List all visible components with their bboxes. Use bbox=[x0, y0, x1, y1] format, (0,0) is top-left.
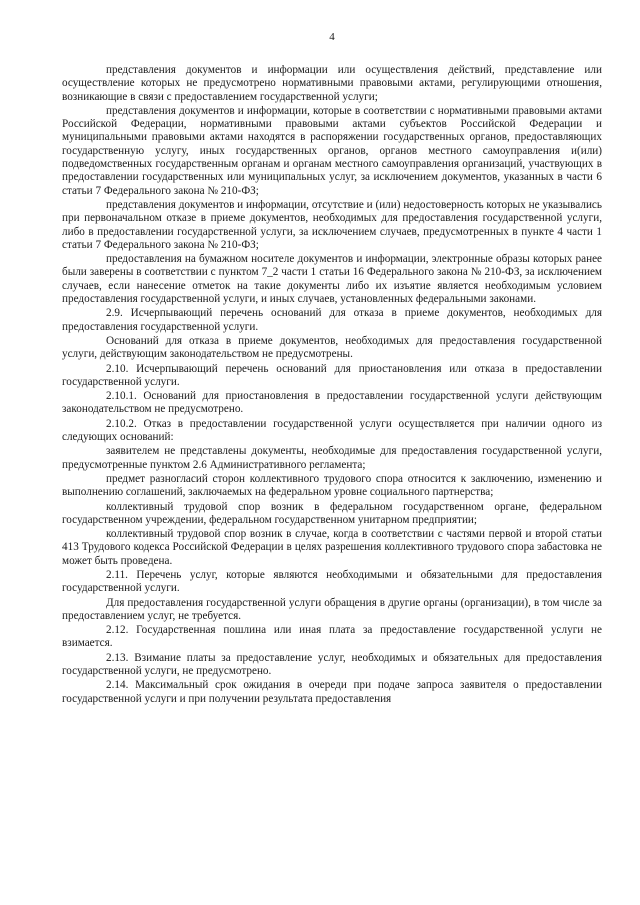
section-heading: 2.10. Исчерпывающий перечень оснований для приостановления или отказа в предоставлении государственной услуги. bbox=[62, 362, 602, 388]
paragraph: представления документов и информации или осуществления действий, представление или осуществление которых не предусмотрено нормативными правовыми актами, регулирующими отношения, возникающие в связи с предоставлением государственной услуги; bbox=[62, 64, 602, 103]
section-heading: 2.13. Взимание платы за предоставление услуг, необходимых и обязательных для предоставления государственной услуги, не предусмотрено. bbox=[62, 651, 602, 678]
document-body bbox=[62, 64, 602, 706]
paragraph: представления документов и информации, отсутствие и (или) недостоверность которых не указывались при первоначальном отказе в приеме документов, необходимых для предоставления государственной услуги, либо в предоставлении государственной услуги, за исключением случаев, предусмотренных в пункте 4 части 1 статьи 7 Федерального закона № 210-ФЗ; bbox=[62, 198, 602, 251]
paragraph: Для предоставления государственной услуги обращения в другие органы (организации), в том числе за предоставлением услуг, не требуется. bbox=[62, 596, 602, 622]
paragraph: представления документов и информации, которые в соответствии с нормативными правовыми актами Российской Федерации, нормативными правовыми актами субъектов Российской Федерации и муниципальными правовыми актами находятся в распоряжении государственных органов, предоставляющих государственную услугу, иных государственных органов, органов местного самоуправления и(или) подведомственных государственным органам и органам местного самоуправления организаций, участвующих в предоставлении государственных или муниципальных услуг, за исключением документов, указанных в части 6 статьи 7 Федерального закона № 210-ФЗ; bbox=[62, 104, 602, 197]
paragraph: 2.10.2. Отказ в предоставлении государственной услуги осуществляется при наличии одного из следующих оснований: bbox=[62, 417, 602, 444]
section-heading: 2.11. Перечень услуг, которые являются необходимыми и обязательными для предоставления государственной услуги. bbox=[62, 568, 602, 595]
paragraph: заявителем не представлены документы, необходимые для предоставления государственной услуги, предусмотренные пунктом 2.6 Административного регламента; bbox=[62, 445, 602, 471]
section-heading: 2.14. Максимальный срок ожидания в очереди при подаче запроса заявителя о предоставлении государственной услуги и при получении результата предоставления bbox=[62, 679, 602, 705]
section-heading: 2.9. Исчерпывающий перечень оснований для отказа в приеме документов, необходимых для предоставления государственной услуги. bbox=[62, 307, 602, 333]
page-number: 4 bbox=[329, 31, 335, 43]
section-heading: 2.12. Государственная пошлина или иная плата за предоставление государственной услуги не взимается. bbox=[62, 624, 602, 650]
paragraph: предмет разногласий сторон коллективного трудового спора относится к заключению, изменению и выполнению соглашений, заключаемых на федеральном уровне социального партнерства; bbox=[62, 472, 602, 499]
paragraph: коллективный трудовой спор возник в случае, когда в соответствии с частями первой и второй статьи 413 Трудового кодекса Российской Федерации в целях разрешения коллективного трудового спора забастовка не может быть проведена. bbox=[62, 528, 602, 567]
paragraph: Оснований для отказа в приеме документов, необходимых для предоставления государственной услуги, действующим законодательством не предусмотрены. bbox=[62, 334, 602, 361]
paragraph: 2.10.1. Оснований для приостановления в предоставлении государственной услуги действующим законодательством не предусмотрено. bbox=[62, 390, 602, 416]
paragraph: предоставления на бумажном носителе документов и информации, электронные образы которых ранее были заверены в соответствии с пунктом 7_2 части 1 статьи 16 Федерального закона № 210-ФЗ, за исключением случаев, если нанесение отметок на такие документы либо их изъятие является необходимым условием предоставления государственной услуги, и иных случаев, установленных федеральными законами. bbox=[62, 253, 602, 306]
paragraph: коллективный трудовой спор возник в федеральном государственном органе, федеральном государственном учреждении, федеральном государственном унитарном предприятии; bbox=[62, 500, 602, 526]
